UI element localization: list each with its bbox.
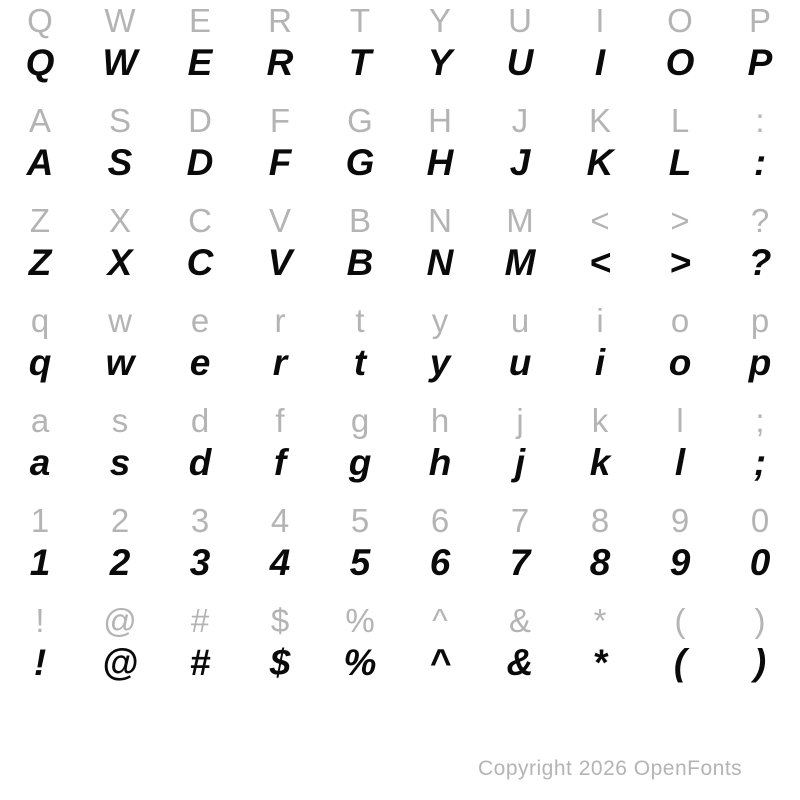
glyph-cell: T [349, 2, 371, 39]
glyph-cell: R [266, 42, 294, 83]
glyph-cell: K [586, 142, 614, 183]
glyph-cell: l [674, 442, 686, 483]
glyph-cell: E [188, 2, 211, 39]
glyph-cell: M [506, 202, 534, 239]
glyph-cell: ! [33, 642, 47, 683]
glyph-cell: V [267, 242, 293, 283]
glyph-cell: Q [27, 2, 53, 39]
glyph-cell: P [748, 2, 771, 39]
glyph-cell: L [668, 142, 692, 183]
glyph-cell: y [429, 342, 451, 383]
glyph-cell: a [30, 402, 50, 439]
glyph-cell: K [588, 102, 611, 139]
glyph-cell: T [348, 42, 372, 83]
glyph-cell: @ [103, 602, 137, 639]
glyph-cell: ) [753, 642, 767, 683]
glyph-cell: 7 [510, 502, 530, 539]
glyph-line-bold-italic-symbols [0, 642, 800, 684]
glyph-line-regular-digits [0, 500, 800, 542]
glyph-cell: d [188, 442, 212, 483]
glyph-cell: X [107, 242, 133, 283]
glyph-cell: e [190, 302, 210, 339]
glyph-cell: I [594, 42, 606, 83]
glyph-cell: * [593, 602, 607, 639]
glyph-cell: ) [754, 602, 766, 639]
glyph-line-regular-uppercase-top [0, 0, 800, 42]
glyph-cell: O [665, 42, 695, 83]
glyph-cell: w [108, 302, 132, 339]
glyph-cell: O [667, 2, 693, 39]
glyph-cell: A [28, 102, 51, 139]
glyph-cell: 2 [110, 502, 130, 539]
glyph-cell: 1 [30, 502, 50, 539]
glyph-cell: j [514, 442, 526, 483]
glyph-cell: o [668, 342, 692, 383]
glyph-cell: Y [428, 2, 451, 39]
glyph-line-regular-lowercase-home [0, 400, 800, 442]
glyph-cell: U [508, 2, 532, 39]
glyph-cell: 9 [669, 542, 691, 583]
row-pair-lowercase-home [0, 400, 800, 500]
glyph-cell: p [748, 342, 772, 383]
glyph-cell: ^ [432, 602, 448, 639]
glyph-cell: r [274, 302, 286, 339]
row-pair-digits [0, 500, 800, 600]
glyph-cell: U [506, 42, 534, 83]
glyph-cell: W [104, 2, 136, 39]
glyph-cell: C [188, 202, 212, 239]
glyph-cell: k [589, 442, 611, 483]
glyph-cell: J [511, 102, 529, 139]
glyph-cell: N [428, 202, 452, 239]
glyph-cell: ; [753, 442, 767, 483]
glyph-cell: g [348, 442, 372, 483]
glyph-cell: $ [269, 642, 291, 683]
glyph-cell: W [102, 42, 138, 83]
glyph-line-regular-symbols [0, 600, 800, 642]
glyph-cell: d [190, 402, 210, 439]
glyph-cell: 5 [349, 542, 371, 583]
glyph-cell: F [268, 142, 292, 183]
glyph-cell: w [105, 342, 135, 383]
glyph-cell: J [509, 142, 531, 183]
glyph-cell: Z [28, 242, 52, 283]
glyph-cell: F [269, 102, 291, 139]
glyph-cell: # [190, 602, 210, 639]
row-pair-uppercase-bottom [0, 200, 800, 300]
glyph-cell: 8 [590, 502, 610, 539]
glyph-cell: L [670, 102, 690, 139]
glyph-cell: 1 [29, 542, 51, 583]
glyph-line-bold-italic-lowercase-home [0, 442, 800, 484]
glyph-cell: 6 [429, 542, 451, 583]
glyph-cell: < [590, 202, 610, 239]
glyph-cell: u [508, 342, 532, 383]
copyright-text: Copyright 2026 OpenFonts [478, 757, 743, 780]
glyph-line-bold-italic-uppercase-top [0, 42, 800, 84]
glyph-cell: 3 [189, 542, 211, 583]
glyph-cell: 9 [670, 502, 690, 539]
glyph-cell: D [188, 102, 212, 139]
glyph-cell: > [670, 202, 690, 239]
glyph-cell: q [30, 302, 50, 339]
glyph-cell: ^ [429, 642, 451, 683]
glyph-cell: 5 [350, 502, 370, 539]
glyph-cell: N [426, 242, 454, 283]
glyph-cell: G [347, 102, 373, 139]
row-pair-uppercase-top [0, 0, 800, 100]
glyph-line-bold-italic-uppercase-home [0, 142, 800, 184]
glyph-cell: y [431, 302, 449, 339]
glyph-line-bold-italic-lowercase-top [0, 342, 800, 384]
glyph-cell: Q [25, 42, 55, 83]
glyph-cell: k [591, 402, 609, 439]
glyph-cell: B [348, 202, 371, 239]
glyph-cell: 3 [190, 502, 210, 539]
glyph-cell: ( [674, 602, 686, 639]
glyph-cell: a [29, 442, 51, 483]
glyph-cell: V [268, 202, 291, 239]
glyph-cell: g [350, 402, 370, 439]
glyph-cell: 7 [509, 542, 531, 583]
glyph-cell: Z [29, 202, 51, 239]
glyph-cell: ; [755, 402, 765, 439]
glyph-cell: % [343, 642, 377, 683]
glyph-cell: ? [750, 202, 770, 239]
glyph-cell: r [272, 342, 288, 383]
glyph-cell: 4 [269, 542, 291, 583]
glyph-cell: s [109, 442, 131, 483]
glyph-cell: M [504, 242, 536, 283]
glyph-cell: ( [673, 642, 687, 683]
glyph-cell: H [426, 142, 454, 183]
glyph-cell: E [187, 42, 213, 83]
glyph-cell: S [107, 142, 133, 183]
glyph-cell: * [592, 642, 608, 683]
glyph-cell: % [345, 602, 375, 639]
glyph-line-regular-uppercase-bottom [0, 200, 800, 242]
glyph-cell: 2 [109, 542, 131, 583]
glyph-line-bold-italic-uppercase-bottom [0, 242, 800, 284]
glyph-line-bold-italic-digits [0, 542, 800, 584]
glyph-cell: p [750, 302, 770, 339]
glyph-cell: I [595, 2, 605, 39]
glyph-cell: 8 [589, 542, 611, 583]
glyph-cell: $ [270, 602, 290, 639]
glyph-cell: @ [101, 642, 139, 683]
glyph-cell: ! [35, 602, 45, 639]
row-pair-symbols [0, 600, 800, 700]
glyph-cell: & [506, 642, 534, 683]
glyph-cell: q [28, 342, 52, 383]
glyph-cell: > [669, 242, 691, 283]
glyph-line-regular-uppercase-home [0, 100, 800, 142]
glyph-cell: o [670, 302, 690, 339]
glyph-cell: t [355, 302, 365, 339]
glyph-cell: ? [748, 242, 772, 283]
glyph-cell: H [428, 102, 452, 139]
row-pair-uppercase-home [0, 100, 800, 200]
glyph-cell: Y [427, 42, 453, 83]
glyph-cell: B [346, 242, 374, 283]
glyph-cell: # [189, 642, 211, 683]
glyph-cell: t [353, 342, 367, 383]
glyph-cell: h [428, 442, 452, 483]
glyph-cell: 0 [750, 502, 770, 539]
glyph-cell: i [596, 302, 604, 339]
glyph-cell: e [189, 342, 211, 383]
glyph-cell: j [516, 402, 524, 439]
glyph-cell: R [268, 2, 292, 39]
glyph-cell: s [111, 402, 129, 439]
glyph-line-regular-lowercase-top [0, 300, 800, 342]
glyph-cell: : [753, 142, 767, 183]
glyph-cell: u [510, 302, 530, 339]
glyph-cell: 0 [749, 542, 771, 583]
glyph-cell: f [275, 402, 285, 439]
glyph-cell: G [345, 142, 375, 183]
glyph-cell: A [26, 142, 54, 183]
glyph-cell: 6 [430, 502, 450, 539]
glyph-cell: l [676, 402, 684, 439]
glyph-cell: & [508, 602, 531, 639]
glyph-cell: D [186, 142, 214, 183]
glyph-cell: f [273, 442, 287, 483]
glyph-cell: P [747, 42, 773, 83]
glyph-cell: C [186, 242, 214, 283]
glyph-cell: 4 [270, 502, 290, 539]
glyph-cell: : [755, 102, 765, 139]
glyph-cell: < [589, 242, 611, 283]
glyph-cell: S [108, 102, 131, 139]
glyph-cell: h [430, 402, 450, 439]
glyph-cell: i [594, 342, 606, 383]
glyph-cell: X [108, 202, 131, 239]
row-pair-lowercase-top [0, 300, 800, 400]
